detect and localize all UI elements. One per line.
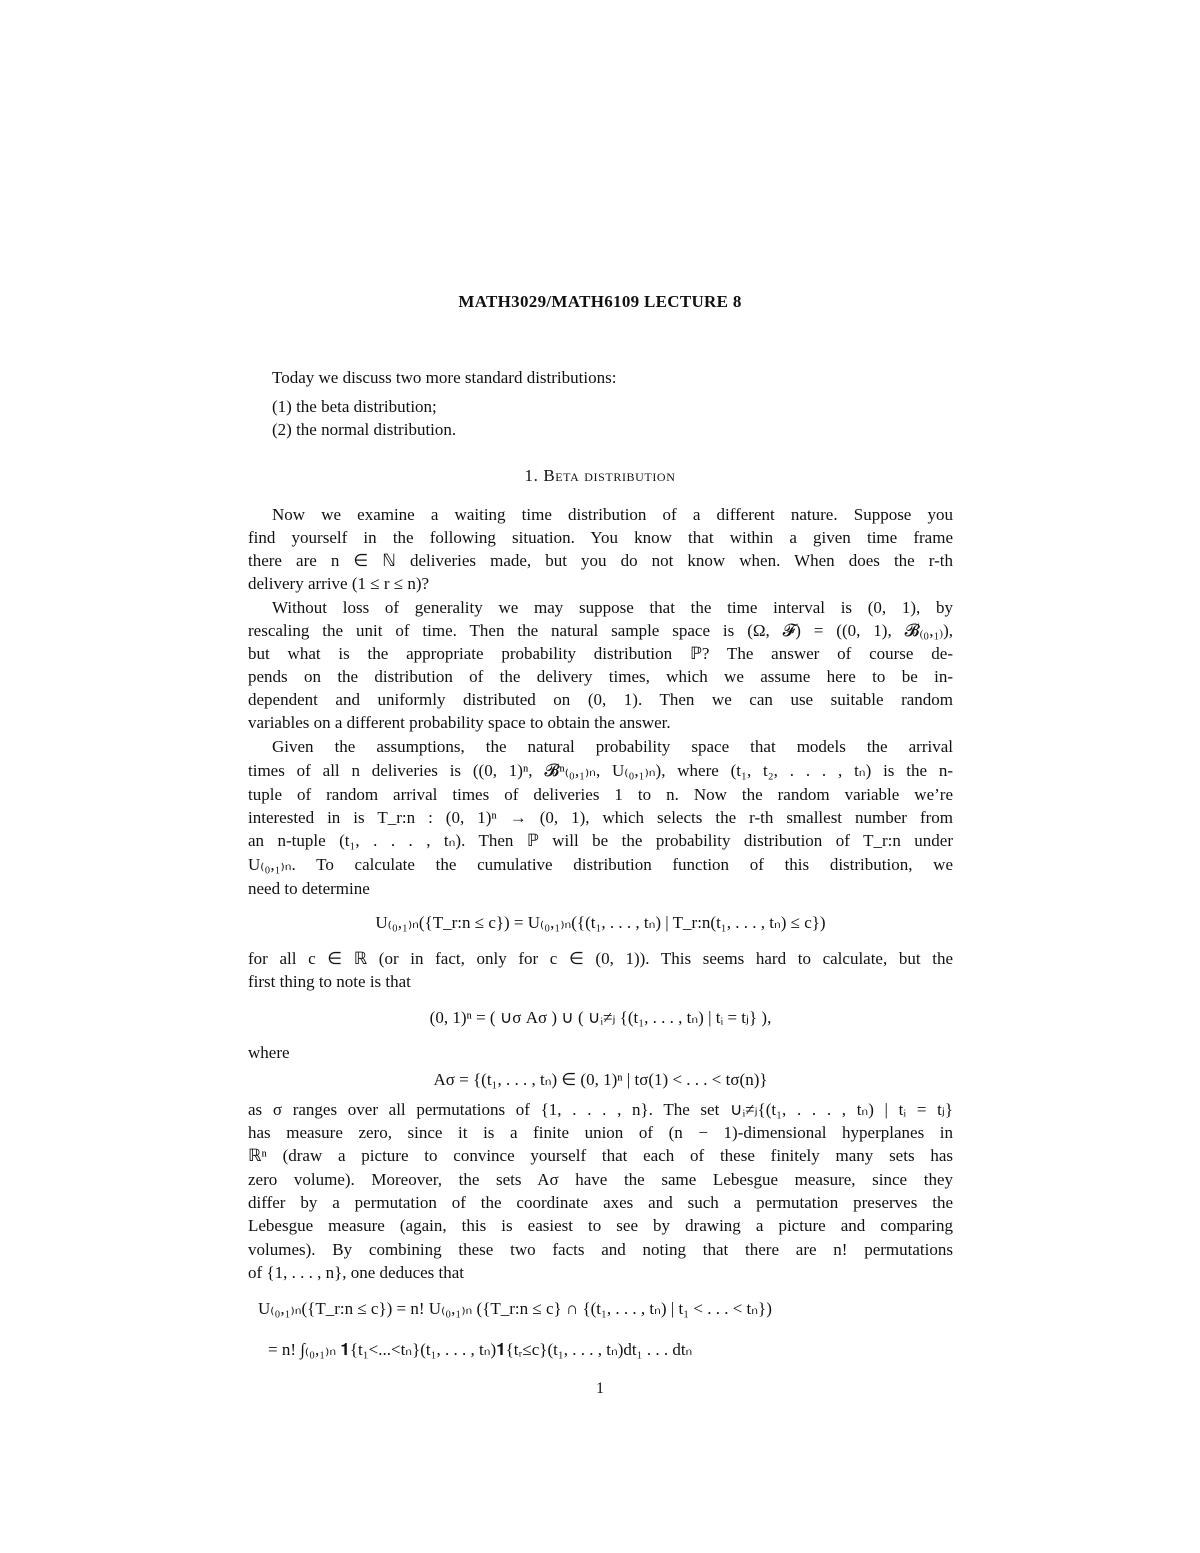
paragraph-line: tuple of random arrival times of deliveries 1 to n. Now the random variable we’re bbox=[248, 785, 953, 804]
paragraph-line: an n-tuple (t₁, . . . , tₙ). Then ℙ will be the probability distribution of T_r:n under bbox=[248, 831, 953, 850]
paragraph-line: first thing to note is that bbox=[248, 972, 411, 991]
paragraph-line: zero volume). Moreover, the sets Aσ have the same Lebesgue measure, since they bbox=[248, 1170, 953, 1189]
paragraph-line: rescaling the unit of time. Then the natural sample space is (Ω, 𝓕) = ((0, 1), 𝓑₍₀,₁₎), bbox=[248, 621, 953, 640]
paragraph-line: variables on a different probability space to obtain the answer. bbox=[248, 713, 671, 732]
paragraph-line: Now we examine a waiting time distribution of a different nature. Suppose you bbox=[272, 505, 953, 524]
paragraph-line: times of all n deliveries is ((0, 1)ⁿ, 𝓑ⁿ₍₀,₁₎ₙ, U₍₀,₁₎ₙ), where (t₁, t₂, . . . , tₙ) is the n- bbox=[248, 761, 953, 780]
intro-text: Today we discuss two more standard distributions: bbox=[272, 368, 617, 387]
paragraph-line: Given the assumptions, the natural probability space that models the arrival bbox=[272, 737, 953, 756]
paragraph-line: U₍₀,₁₎ₙ. To calculate the cumulative distribution function of this distribution, we bbox=[248, 855, 953, 874]
paragraph-line: Lebesgue measure (again, this is easiest to see by drawing a picture and comparing bbox=[248, 1216, 953, 1235]
paragraph-line: of {1, . . . , n}, one deduces that bbox=[248, 1263, 465, 1282]
page-number: 1 bbox=[596, 1380, 604, 1397]
paragraph-line: has measure zero, since it is a finite union of (n − 1)-dimensional hyperplanes in bbox=[248, 1123, 953, 1142]
paragraph-line: interested in is T_r:n : (0, 1)ⁿ → (0, 1), which selects the r-th smallest number from bbox=[248, 808, 953, 827]
paragraph-line: differ by a permutation of the coordinate axes and such a permutation preserves the bbox=[248, 1193, 953, 1212]
paragraph-line: find yourself in the following situation. You know that within a given time frame bbox=[248, 528, 953, 547]
paragraph-line: need to determine bbox=[248, 879, 370, 898]
equation: (0, 1)ⁿ = ( ∪σ Aσ ) ∪ ( ∪ᵢ≠ⱼ {(t₁, . . . , tₙ) | tᵢ = tⱼ} ), bbox=[429, 1008, 772, 1027]
list-item: (1) the beta distribution; bbox=[272, 397, 437, 416]
equation: Aσ = {(t₁, . . . , tₙ) ∈ (0, 1)ⁿ | tσ(1) < . . . < tσ(n)} bbox=[433, 1070, 768, 1089]
paragraph-line: there are n ∈ ℕ deliveries made, but you do not know when. When does the r-th bbox=[248, 551, 953, 570]
paragraph-line: delivery arrive (1 ≤ r ≤ n)? bbox=[248, 574, 430, 593]
paragraph-line: as σ ranges over all permutations of {1, . . . , n}. The set ∪ᵢ≠ⱼ{(t₁, . . . , tₙ) | tᵢ = tⱼ} bbox=[248, 1100, 953, 1119]
paragraph-line: pends on the distribution of the delivery times, which we assume here to be in- bbox=[248, 667, 953, 686]
paragraph-line: for all c ∈ ℝ (or in fact, only for c ∈ (0, 1)). This seems hard to calculate, but the bbox=[248, 949, 953, 968]
paragraph-line: where bbox=[248, 1043, 290, 1062]
equation: U₍₀,₁₎ₙ({T_r:n ≤ c}) = n! U₍₀,₁₎ₙ ({T_r:n ≤ c} ∩ {(t₁, . . . , tₙ) | t₁ < . . . < tₙ}) bbox=[258, 1299, 772, 1318]
paragraph-line: but what is the appropriate probability distribution ℙ? The answer of course de- bbox=[248, 644, 953, 663]
equation: = n! ∫₍₀,₁₎ₙ 𝟏{t₁<...<tₙ}(t₁, . . . , tₙ)𝟏{tᵣ≤c}(t₁, . . . , tₙ)dt₁ . . . dtₙ bbox=[268, 1340, 693, 1359]
list-item: (2) the normal distribution. bbox=[272, 420, 457, 439]
paragraph-line: ℝⁿ (draw a picture to convince yourself that each of these finitely many sets has bbox=[248, 1146, 953, 1165]
equation: U₍₀,₁₎ₙ({T_r:n ≤ c}) = U₍₀,₁₎ₙ({(t₁, . . . , tₙ) | T_r:n(t₁, . . . , tₙ) ≤ c}) bbox=[375, 913, 826, 932]
paragraph-line: Without loss of generality we may suppose that the time interval is (0, 1), by bbox=[272, 598, 953, 617]
section-heading: 1. Beta distribution bbox=[524, 466, 676, 485]
paragraph-line: volumes). By combining these two facts and noting that there are n! permutations bbox=[248, 1240, 953, 1259]
page-title: MATH3029/MATH6109 LECTURE 8 bbox=[458, 292, 742, 311]
paragraph-line: dependent and uniformly distributed on (0, 1). Then we can use suitable random bbox=[248, 690, 953, 709]
